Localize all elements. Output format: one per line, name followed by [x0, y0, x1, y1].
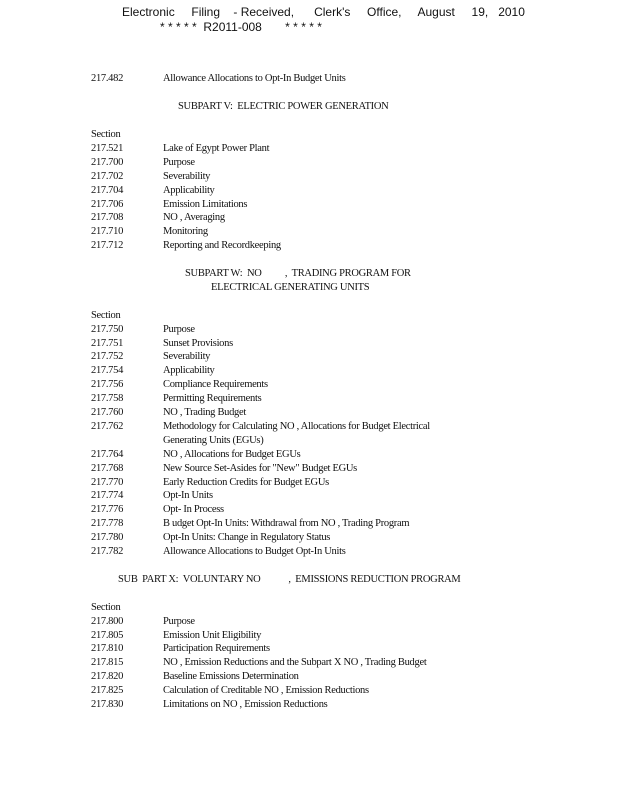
section-title: Opt-In Units	[163, 490, 213, 501]
section-number: 217.825	[91, 685, 124, 696]
section-title: Purpose	[163, 616, 195, 627]
section-number: 217.756	[91, 379, 124, 390]
docket-number-line: * * * * * R2011-008 * * * * *	[160, 20, 322, 34]
toc-entry	[0, 364, 618, 378]
section-title: B udget Opt-In Units: Withdrawal from NO , Trading Program	[163, 518, 410, 529]
section-number: 217.754	[91, 365, 124, 376]
section-number: 217.710	[91, 226, 124, 237]
section-title: NO , Emission Reductions and the Subpart X NO , Trading Budget	[163, 657, 427, 668]
section-number: 217.762	[91, 421, 124, 432]
toc-entry	[0, 184, 618, 198]
section-title: Emission Limitations	[163, 199, 248, 210]
filing-stamp-line: Electronic Filing - Received, Clerk's Office, August 19, 2010	[122, 5, 525, 19]
toc-entry	[0, 323, 618, 337]
toc-entry	[0, 698, 618, 712]
section-number: 217.521	[91, 143, 124, 154]
subpart-v-heading: SUBPART V: ELECTRIC POWER GENERATION	[178, 101, 389, 112]
section-title: Severability	[163, 351, 211, 362]
subpart-x-heading: SUB PART X: VOLUNTARY NO , EMISSIONS REDUCTION PROGRAM	[118, 574, 461, 585]
toc-entry	[0, 670, 618, 684]
section-number: 217.830	[91, 699, 124, 710]
section-title: Lake of Egypt Power Plant	[163, 143, 270, 154]
section-title: Applicability	[163, 185, 215, 196]
section-label: Section	[91, 310, 121, 321]
section-title: NO , Averaging	[163, 212, 225, 223]
toc-entry	[0, 476, 618, 490]
toc-entry	[0, 656, 618, 670]
section-title: Methodology for Calculating NO , Allocations for Budget Electrical	[163, 421, 430, 432]
section-title: Early Reduction Credits for Budget EGUs	[163, 477, 329, 488]
section-title: Severability	[163, 171, 211, 182]
section-title: Opt-In Units: Change in Regulatory Status	[163, 532, 331, 543]
section-number: 217.712	[91, 240, 124, 251]
toc-entry-continued	[0, 434, 618, 448]
section-number: 217.800	[91, 616, 124, 627]
toc-entry	[0, 350, 618, 364]
section-label: Section	[91, 602, 121, 613]
section-number: 217.700	[91, 157, 124, 168]
section-number: 217.815	[91, 657, 124, 668]
section-title: NO , Trading Budget	[163, 407, 246, 418]
toc-entry	[0, 170, 618, 184]
section-number: 217.758	[91, 393, 124, 404]
section-number: 217.774	[91, 490, 124, 501]
toc-entry	[0, 545, 618, 559]
section-number: 217.750	[91, 324, 124, 335]
section-title: Allowance Allocations to Opt-In Budget Units	[163, 73, 346, 84]
section-title: NO , Allocations for Budget EGUs	[163, 449, 301, 460]
section-title: New Source Set-Asides for "New" Budget EGUs	[163, 463, 357, 474]
toc-entry	[0, 448, 618, 462]
toc-entry	[0, 337, 618, 351]
toc-entry	[0, 198, 618, 212]
toc-entry	[0, 503, 618, 517]
section-title: Limitations on NO , Emission Reductions	[163, 699, 328, 710]
section-title: Purpose	[163, 324, 195, 335]
section-number: 217.760	[91, 407, 124, 418]
section-number: 217.805	[91, 630, 124, 641]
toc-entry	[0, 489, 618, 503]
toc-entry	[0, 615, 618, 629]
section-title: Allowance Allocations to Budget Opt-In Units	[163, 546, 346, 557]
toc-entry	[0, 517, 618, 531]
section-number: 217.782	[91, 546, 124, 557]
section-number: 217.706	[91, 199, 124, 210]
section-number: 217.780	[91, 532, 124, 543]
toc-entry	[0, 225, 618, 239]
section-number: 217.751	[91, 338, 124, 349]
section-number: 217.820	[91, 671, 124, 682]
section-number: 217.752	[91, 351, 124, 362]
section-number: 217.482	[91, 73, 124, 84]
toc-entry	[0, 531, 618, 545]
section-title: Compliance Requirements	[163, 379, 268, 390]
section-number: 217.764	[91, 449, 124, 460]
section-title: Applicability	[163, 365, 215, 376]
section-number: 217.770	[91, 477, 124, 488]
section-number: 217.768	[91, 463, 124, 474]
toc-entry	[0, 211, 618, 225]
section-title: Participation Requirements	[163, 643, 270, 654]
section-title: Baseline Emissions Determination	[163, 671, 299, 682]
toc-entry	[0, 420, 618, 434]
section-number: 217.776	[91, 504, 124, 515]
subpart-w-heading-continued: ELECTRICAL GENERATING UNITS	[211, 282, 370, 293]
section-title: Opt- In Process	[163, 504, 224, 515]
section-title: Monitoring	[163, 226, 208, 237]
section-number: 217.778	[91, 518, 124, 529]
toc-entry	[0, 72, 618, 86]
toc-entry	[0, 392, 618, 406]
section-number: 217.702	[91, 171, 124, 182]
toc-entry	[0, 642, 618, 656]
section-number: 217.708	[91, 212, 124, 223]
section-title: Sunset Provisions	[163, 338, 233, 349]
toc-entry	[0, 142, 618, 156]
toc-entry	[0, 684, 618, 698]
section-title: Reporting and Recordkeeping	[163, 240, 281, 251]
section-title: Permitting Requirements	[163, 393, 262, 404]
toc-entry	[0, 239, 618, 253]
section-number: 217.704	[91, 185, 124, 196]
toc-entry	[0, 156, 618, 170]
section-title: Generating Units (EGUs)	[163, 435, 264, 446]
section-label: Section	[91, 129, 121, 140]
toc-entry	[0, 406, 618, 420]
toc-entry	[0, 378, 618, 392]
section-number: 217.810	[91, 643, 124, 654]
toc-entry	[0, 629, 618, 643]
section-title: Purpose	[163, 157, 195, 168]
section-title: Emission Unit Eligibility	[163, 630, 262, 641]
toc-entry	[0, 462, 618, 476]
section-title: Calculation of Creditable NO , Emission Reductions	[163, 685, 369, 696]
subpart-w-heading: SUBPART W: NO , TRADING PROGRAM FOR	[185, 268, 411, 279]
